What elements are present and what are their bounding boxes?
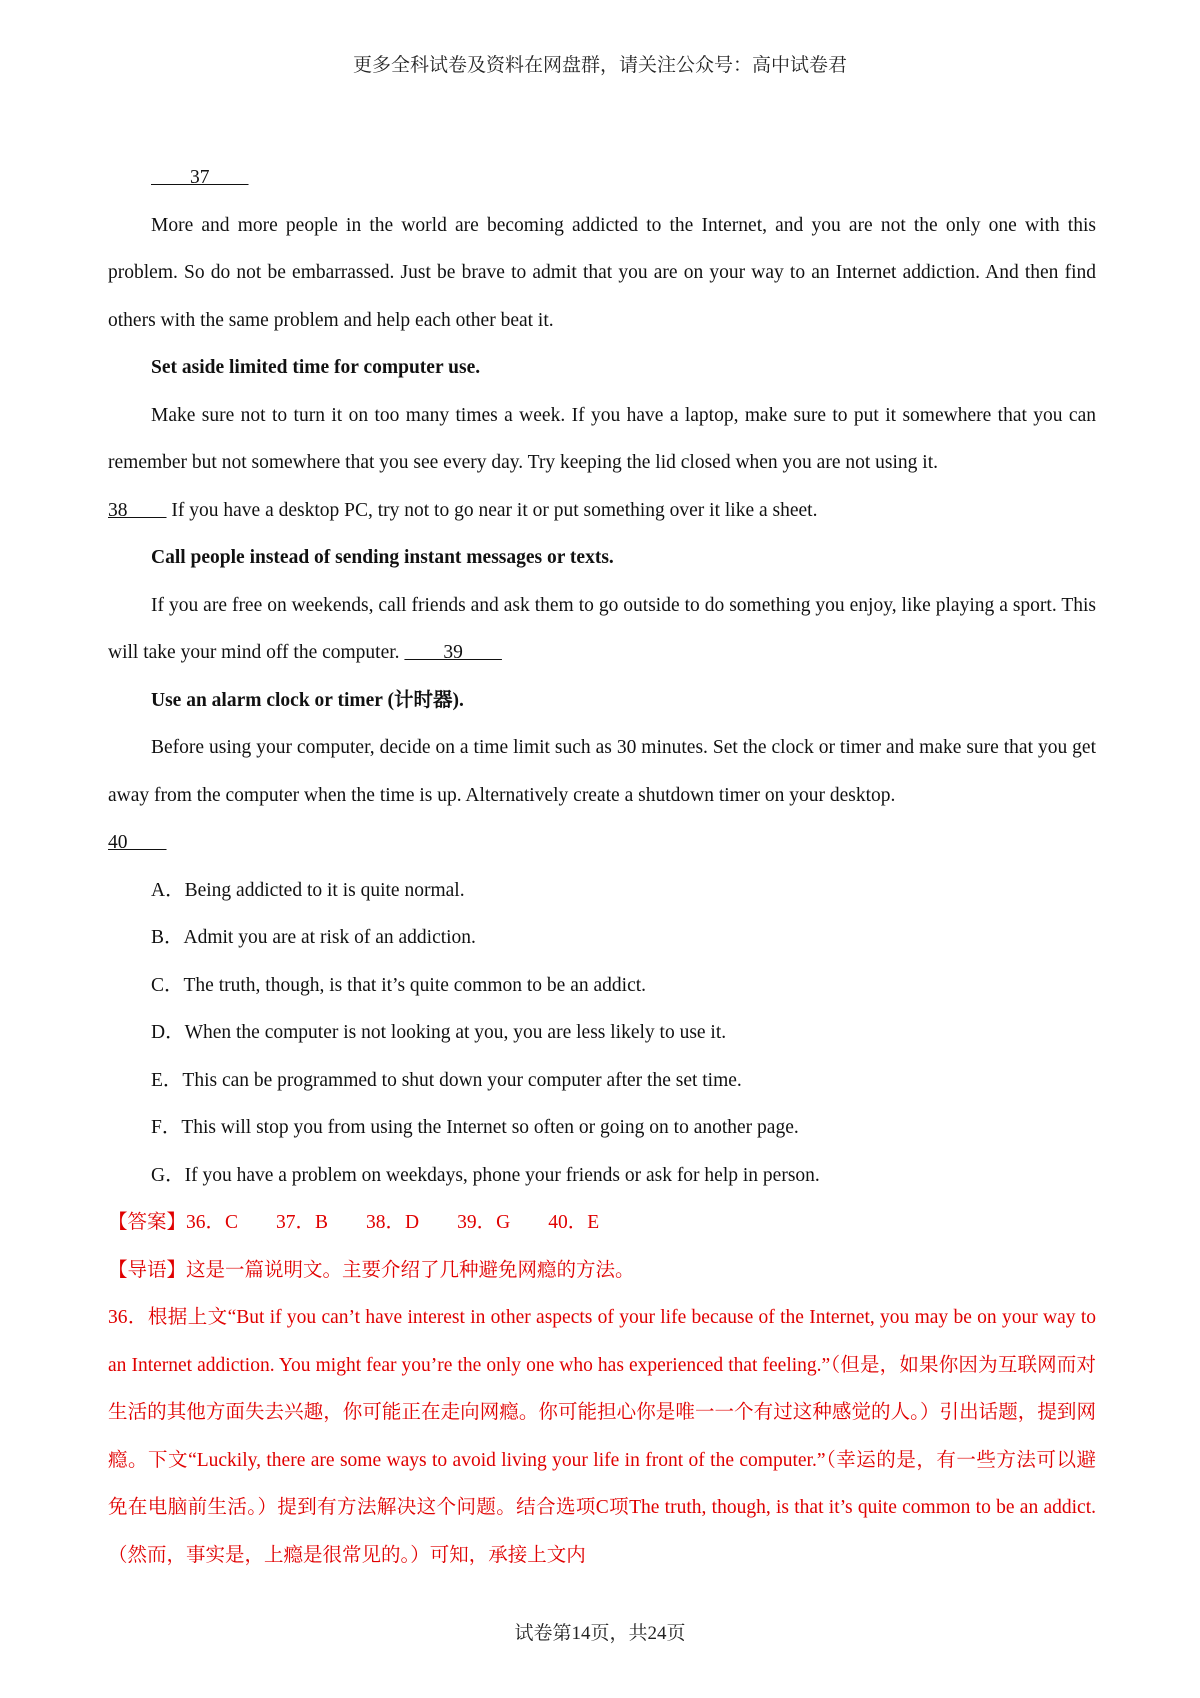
blank-37: 37	[151, 167, 249, 188]
answer-tag: 【答案】	[108, 1212, 187, 1233]
blank-38: 38	[108, 499, 167, 521]
option-a: A．Being addicted to it is quite normal.	[151, 879, 465, 901]
paragraph-2-tail: If you have a desktop PC, try not to go near it or put something over it like a sheet.	[171, 499, 818, 521]
intro-text: 这是一篇说明文。主要介绍了几种避免网瘾的方法。	[186, 1259, 635, 1281]
blank-39: 39	[404, 642, 502, 663]
heading-call-people: Call people instead of sending instant messages or texts.	[151, 547, 614, 568]
intro-line	[108, 1247, 1096, 1295]
header-note: 更多全科试卷及资料在网盘群，请关注公众号：高中试卷君	[352, 55, 847, 76]
paragraph-2-text: Make sure not to turn it on too many times a week. If you have a laptop, make sure to put it somewhere that you can remember but not somewhere that you see every day. Try keeping the lid closed when you are not using it.	[108, 404, 1096, 473]
page-footer: 试卷第14页，共24页	[514, 1623, 686, 1644]
intro-tag: 【导语】	[108, 1259, 187, 1281]
option-e: E．This can be programmed to shut down your computer after the set time.	[151, 1069, 742, 1091]
paragraph-3	[108, 582, 1096, 677]
paragraph-3-text: If you are free on weekends, call friends and ask them to go outside to do something you enjoy, like playing a sport. This will take your mind off the computer.	[108, 594, 1096, 663]
option-c: C．The truth, though, is that it’s quite common to be an addict.	[151, 974, 647, 996]
paragraph-1: More and more people in the world are becoming addicted to the Internet, and you are not the only one with this problem. So do not be embarrassed. Just be brave to admit that you are on your way to an Internet addiction. And then find others with the same problem and help each other beat it.	[108, 214, 1096, 331]
answer-40: 40．E	[548, 1212, 600, 1233]
option-g: G．If you have a problem on weekdays, phone your friends or ask for help in person.	[151, 1164, 820, 1186]
option-f: F．This will stop you from using the Internet so often or going on to another page.	[151, 1117, 799, 1138]
answer-37: 37．B	[276, 1212, 329, 1233]
blank-37-line	[108, 154, 1096, 202]
option-b: B．Admit you are at risk of an addiction.	[151, 927, 476, 948]
paragraph-4: Before using your computer, decide on a time limit such as 30 minutes. Set the clock or timer and make sure that you get away from the computer when the time is up. Alternatively create a shutdown timer on your desktop.	[108, 737, 1096, 806]
paragraph-2-continued	[108, 487, 1096, 535]
heading-alarm-clock: Use an alarm clock or timer (计时器).	[151, 689, 464, 711]
explanation-36: 36．根据上文“But if you can’t have interest in other aspects of your life because of the Internet, you may be on your way to an Internet addiction. You might fear you’re the only one who has experienced that feeling.”（但是，如果你因为互联网而对生活的其他方面失去兴趣，你可能正在走向网瘾。你可能担心你是唯一一个有过这种感觉的人。）引出话题，提到网瘾。下文“Luckily, there are some ways to avoid living your life in front of the computer.”（幸运的是，有一些方法可以避免在电脑前生活。）提到有方法解决这个问题。结合选项C项The truth, though, is that it’s quite common to be an addict.（然而，事实是，上瘾是很常见的。）可知，承接上文内	[108, 1307, 1096, 1566]
passage-content	[108, 154, 1096, 1579]
answer-36: 36．C	[186, 1212, 239, 1233]
answer-38: 38．D	[366, 1212, 420, 1233]
option-d: D．When the computer is not looking at you, you are less likely to use it.	[151, 1022, 727, 1043]
blank-40: 40	[108, 832, 167, 853]
answer-39: 39．G	[457, 1212, 511, 1233]
heading-limited-time: Set aside limited time for computer use.	[151, 357, 481, 378]
paragraph-2	[108, 392, 1096, 487]
blank-40-line	[108, 819, 1096, 867]
answer-line	[108, 1199, 1096, 1247]
